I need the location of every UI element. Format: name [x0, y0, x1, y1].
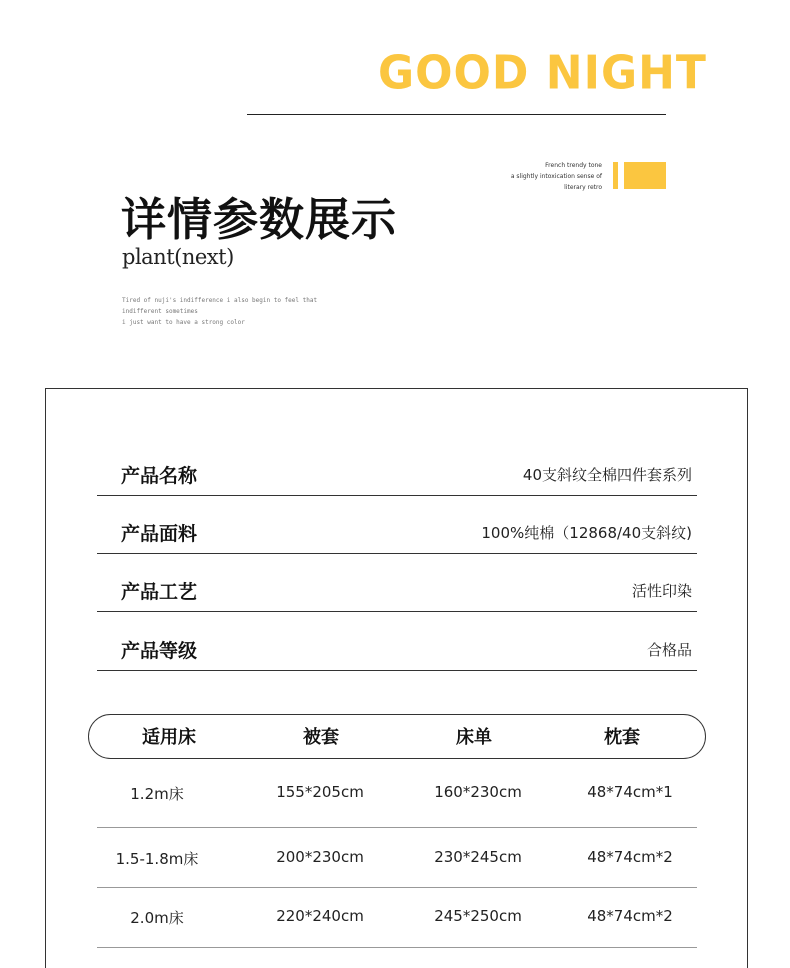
size-cell-pillowcase: 48*74cm*1: [587, 783, 673, 801]
param-value: 合格品: [646, 641, 692, 659]
param-row-name: [97, 438, 697, 496]
tagline: [442, 160, 602, 193]
size-cell-sheet: 245*250cm: [434, 907, 522, 925]
size-cell-pillowcase: 48*74cm*2: [587, 907, 673, 925]
size-row: [97, 761, 697, 828]
spec-card: [45, 388, 748, 968]
headline-divider: [247, 114, 666, 115]
intro-note-line: Tired of nuji's indifference i also begin to feel that: [122, 297, 318, 304]
headline: GOOD NIGHT: [378, 46, 707, 101]
size-cell-duvet: 200*230cm: [276, 848, 364, 866]
param-row-grade: [97, 613, 697, 671]
tagline-line: French trendy tone: [545, 162, 602, 169]
size-cell-pillowcase: 48*74cm*2: [587, 848, 673, 866]
param-value: 100%纯棉（12868/40支斜纹): [481, 524, 692, 542]
tagline-line: literary retro: [564, 184, 602, 191]
accent-bar-block: [624, 162, 666, 189]
size-cell-bed: 1.5-1.8m床: [115, 850, 199, 868]
size-cell-bed: 2.0m床: [130, 909, 184, 927]
param-label: 产品等级: [121, 640, 198, 662]
size-cell-bed: 1.2m床: [130, 785, 184, 803]
size-header-bed: 适用床: [142, 727, 196, 748]
section-subtitle: plant(next): [122, 245, 234, 269]
intro-note-line: i just want to have a strong color: [122, 319, 245, 326]
size-header-pillowcase: 枕套: [604, 727, 640, 748]
param-row-fabric: [97, 496, 697, 554]
section-title: 详情参数展示: [121, 193, 398, 246]
param-label: 产品面料: [121, 523, 198, 545]
size-cell-sheet: 230*245cm: [434, 848, 522, 866]
size-header-duvet: 被套: [303, 727, 339, 748]
intro-note-line: indifferent sometimes: [122, 308, 198, 315]
accent-bar-thin: [613, 162, 618, 189]
tagline-line: a slightly intoxication sense of: [510, 173, 602, 180]
size-table-header: [88, 714, 706, 759]
size-row: [97, 828, 697, 888]
size-cell-sheet: 160*230cm: [434, 783, 522, 801]
size-header-sheet: 床单: [456, 727, 492, 748]
param-value: 40支斜纹全棉四件套系列: [522, 466, 692, 484]
size-row: [97, 888, 697, 948]
intro-note: [122, 295, 322, 328]
param-value: 活性印染: [631, 582, 692, 600]
param-label: 产品工艺: [121, 581, 198, 603]
size-cell-duvet: 220*240cm: [276, 907, 364, 925]
param-label: 产品名称: [121, 465, 198, 487]
param-row-craft: [97, 554, 697, 612]
size-cell-duvet: 155*205cm: [276, 783, 364, 801]
